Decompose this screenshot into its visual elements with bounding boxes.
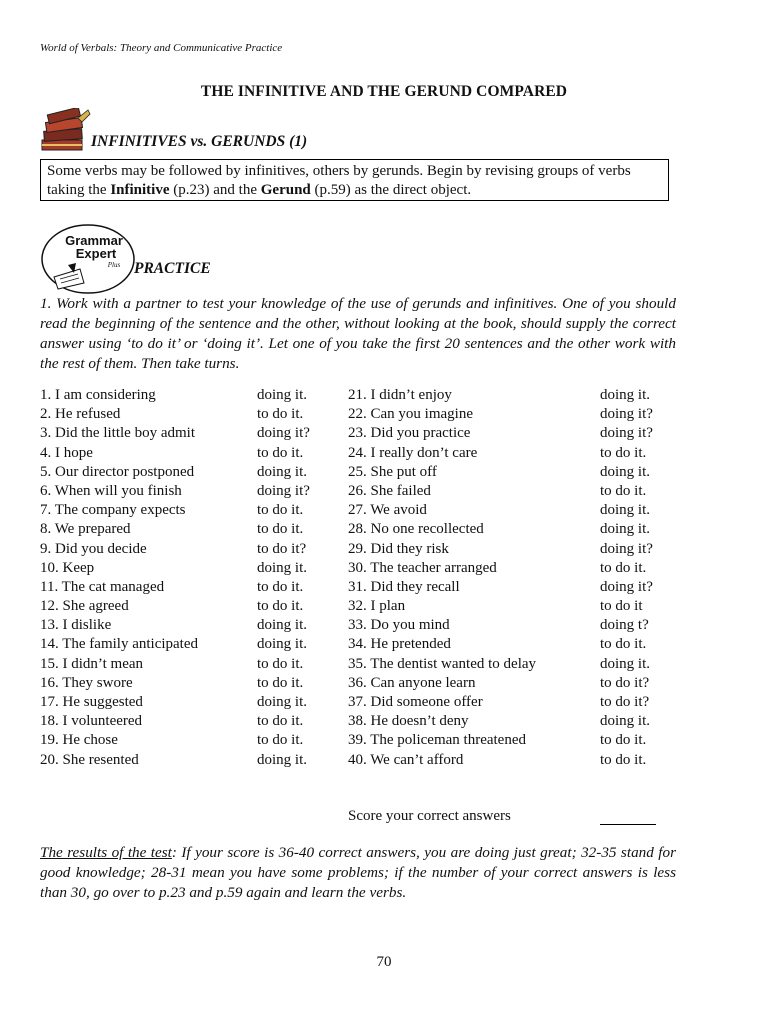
item-prompt: 33. Do you mind [348, 617, 450, 634]
item-prompt: 30. The teacher arranged [348, 559, 497, 576]
intro-box [40, 159, 669, 201]
item-answer: to do it. [257, 406, 304, 423]
exercise-item [348, 578, 678, 597]
item-answer: doing it. [257, 636, 308, 653]
score-label: Score your correct answers [348, 808, 511, 824]
item-prompt: 27. We avoid [348, 502, 427, 519]
left-column [40, 386, 340, 770]
exercise-item [40, 559, 340, 578]
exercise-item [348, 616, 678, 635]
item-prompt: 24. I really don’t care [348, 444, 478, 461]
item-prompt: 9. Did you decide [40, 540, 147, 557]
item-prompt: 35. The dentist wanted to delay [348, 655, 537, 672]
item-prompt: 4. I hope [40, 444, 93, 461]
right-column [348, 386, 678, 770]
item-answer: doing it? [600, 540, 653, 557]
item-prompt: 3. Did the little boy admit [40, 425, 195, 442]
item-answer: doing t? [600, 617, 649, 634]
item-answer: to do it? [600, 694, 650, 710]
item-answer: to do it. [257, 521, 304, 538]
exercise-item [40, 597, 340, 616]
item-prompt: 13. I dislike [40, 617, 112, 634]
running-header: World of Verbals: Theory and Communicative Practice [40, 42, 283, 54]
item-answer: doing it. [600, 521, 651, 538]
item-answer: to do it. [600, 559, 647, 576]
item-prompt: 7. The company expects [40, 502, 186, 519]
item-prompt: 11. The cat managed [40, 578, 165, 595]
item-prompt: 31. Did they recall [348, 578, 460, 595]
item-answer: doing it. [257, 617, 308, 634]
intro-infinitive: Infinitive [110, 182, 170, 198]
score-blank[interactable] [600, 824, 656, 825]
item-prompt: 6. When will you finish [40, 482, 182, 499]
exercise-item [40, 405, 340, 424]
item-answer: to do it. [600, 482, 647, 499]
item-answer: to do it. [257, 578, 304, 595]
exercise-item [348, 693, 678, 712]
item-answer: doing it? [257, 482, 310, 499]
logo-line-2: Expert [75, 246, 117, 261]
item-answer: to do it. [257, 598, 304, 615]
page-number: 70 [376, 954, 392, 970]
item-prompt: 19. He chose [40, 732, 118, 749]
exercise-item [348, 405, 678, 424]
item-prompt: 15. I didn’t mean [40, 655, 144, 672]
exercise-item [348, 482, 678, 501]
exercise-item [348, 444, 678, 463]
item-prompt: 14. The family anticipated [40, 636, 199, 653]
exercise-item [40, 520, 340, 539]
item-answer: doing it. [600, 387, 651, 403]
item-answer: to do it. [600, 751, 647, 768]
exercise-item [40, 616, 340, 635]
item-answer: to do it. [257, 732, 304, 749]
item-answer: to do it? [600, 674, 650, 691]
exercise-item [40, 751, 340, 770]
item-prompt: 32. I plan [348, 598, 406, 615]
item-answer: doing it? [257, 425, 310, 442]
item-answer: to do it. [600, 636, 647, 653]
logo-line-1: Grammar [65, 233, 123, 248]
item-prompt: 17. He suggested [40, 694, 143, 710]
exercise-item [348, 501, 678, 520]
item-answer: to do it. [257, 502, 304, 519]
exercise-item [348, 751, 678, 770]
exercise-item [348, 674, 678, 693]
item-answer: doing it? [600, 578, 653, 595]
exercise-item [40, 463, 340, 482]
item-prompt: 2. He refused [40, 406, 121, 423]
exercise-item [40, 693, 340, 712]
item-answer: to do it. [600, 732, 647, 749]
exercise-item [348, 520, 678, 539]
intro-text-2: (p.23) and the [169, 182, 261, 198]
exercise-item [40, 731, 340, 750]
item-answer: doing it. [257, 463, 308, 480]
item-prompt: 22. Can you imagine [348, 406, 473, 423]
item-prompt: 26. She failed [348, 482, 431, 499]
item-answer: doing it. [600, 655, 651, 672]
item-answer: to do it. [257, 655, 304, 672]
exercise-item [348, 540, 678, 559]
item-prompt: 34. He pretended [348, 636, 451, 653]
item-prompt: 20. She resented [40, 751, 139, 768]
item-prompt: 16. They swore [40, 674, 133, 691]
item-prompt: 39. The policeman threatened [348, 732, 526, 749]
item-prompt: 5. Our director postponed [40, 463, 195, 480]
exercise-item [348, 635, 678, 654]
item-prompt: 40. We can’t afford [348, 751, 464, 768]
results-heading: The results of the test [40, 844, 172, 861]
item-answer: to do it? [257, 540, 307, 557]
item-prompt: 37. Did someone offer [348, 694, 483, 710]
exercise-item [40, 540, 340, 559]
books-icon [38, 108, 92, 154]
logo-line-3: Plus [107, 261, 121, 269]
exercise-item [40, 635, 340, 654]
item-answer: to do it [600, 598, 643, 615]
practice-label: PRACTICE [134, 260, 211, 277]
item-prompt: 21. I didn’t enjoy [348, 387, 452, 403]
item-prompt: 1. I am considering [40, 387, 156, 403]
exercise-item [348, 712, 678, 731]
exercise-item [40, 444, 340, 463]
item-prompt: 8. We prepared [40, 521, 131, 538]
intro-gerund: Gerund [260, 182, 311, 198]
exercise-item [40, 674, 340, 693]
item-prompt: 36. Can anyone learn [348, 674, 476, 691]
exercise-item [348, 424, 678, 443]
exercise-item [40, 655, 340, 674]
item-answer: to do it. [257, 713, 304, 730]
item-prompt: 12. She agreed [40, 598, 129, 615]
exercise-item [40, 712, 340, 731]
item-prompt: 18. I volunteered [40, 713, 143, 730]
section-title: INFINITIVES vs. GERUNDS (1) [91, 133, 308, 150]
item-answer: to do it. [257, 444, 304, 461]
exercise-item [348, 386, 678, 405]
exercise-item [40, 578, 340, 597]
item-answer: doing it. [600, 502, 651, 519]
exercise-item [40, 501, 340, 520]
exercise-item [348, 597, 678, 616]
item-answer: doing it. [257, 751, 308, 768]
item-answer: doing it. [257, 694, 308, 710]
item-answer: doing it. [600, 463, 651, 480]
intro-text-1: Some verbs may be followed by infinitives, others by gerunds. Begin by revising groups of verbs taking the [47, 163, 631, 198]
item-prompt: 38. He doesn’t deny [348, 713, 469, 730]
exercise-item [348, 655, 678, 674]
item-answer: doing it. [257, 559, 308, 576]
item-prompt: 25. She put off [348, 463, 437, 480]
item-answer: doing it? [600, 406, 653, 423]
exercise-item [348, 731, 678, 750]
exercise-item [40, 424, 340, 443]
grammar-expert-logo [40, 223, 140, 297]
instructions: 1. Work with a partner to test your knowledge of the use of gerunds and infinitives. One of you should read the beginning of the sentence and the other, without looking at the book, should supply the correct answer using ‘to do it’ or ‘doing it’. Let one of you take the first 20 sentences and the other work with the rest of them. Then take turns. [40, 295, 676, 372]
exercise-item [40, 482, 340, 501]
item-answer: doing it. [257, 387, 308, 403]
results-text: : If your score is 36-40 correct answers, you are doing just great; 32-35 stand for good knowledge; 28-31 mean you have some problems; if the number of your correct answers is less than 30, go over to p.23 and p.59 again and learn the verbs. [40, 844, 676, 901]
item-prompt: 23. Did you practice [348, 425, 471, 442]
item-answer: doing it. [600, 713, 651, 730]
item-prompt: 29. Did they risk [348, 540, 449, 557]
exercise-item [40, 386, 340, 405]
item-prompt: 28. No one recollected [348, 521, 484, 538]
exercise-item [348, 559, 678, 578]
exercise-item [348, 463, 678, 482]
item-answer: doing it? [600, 425, 653, 442]
item-prompt: 10. Keep [40, 559, 95, 576]
item-answer: to do it. [257, 674, 304, 691]
page-title: THE INFINITIVE AND THE GERUND COMPARED [200, 83, 568, 100]
intro-text-3: (p.59) as the direct object. [310, 182, 472, 198]
results-paragraph [40, 843, 676, 903]
item-answer: to do it. [600, 444, 647, 461]
